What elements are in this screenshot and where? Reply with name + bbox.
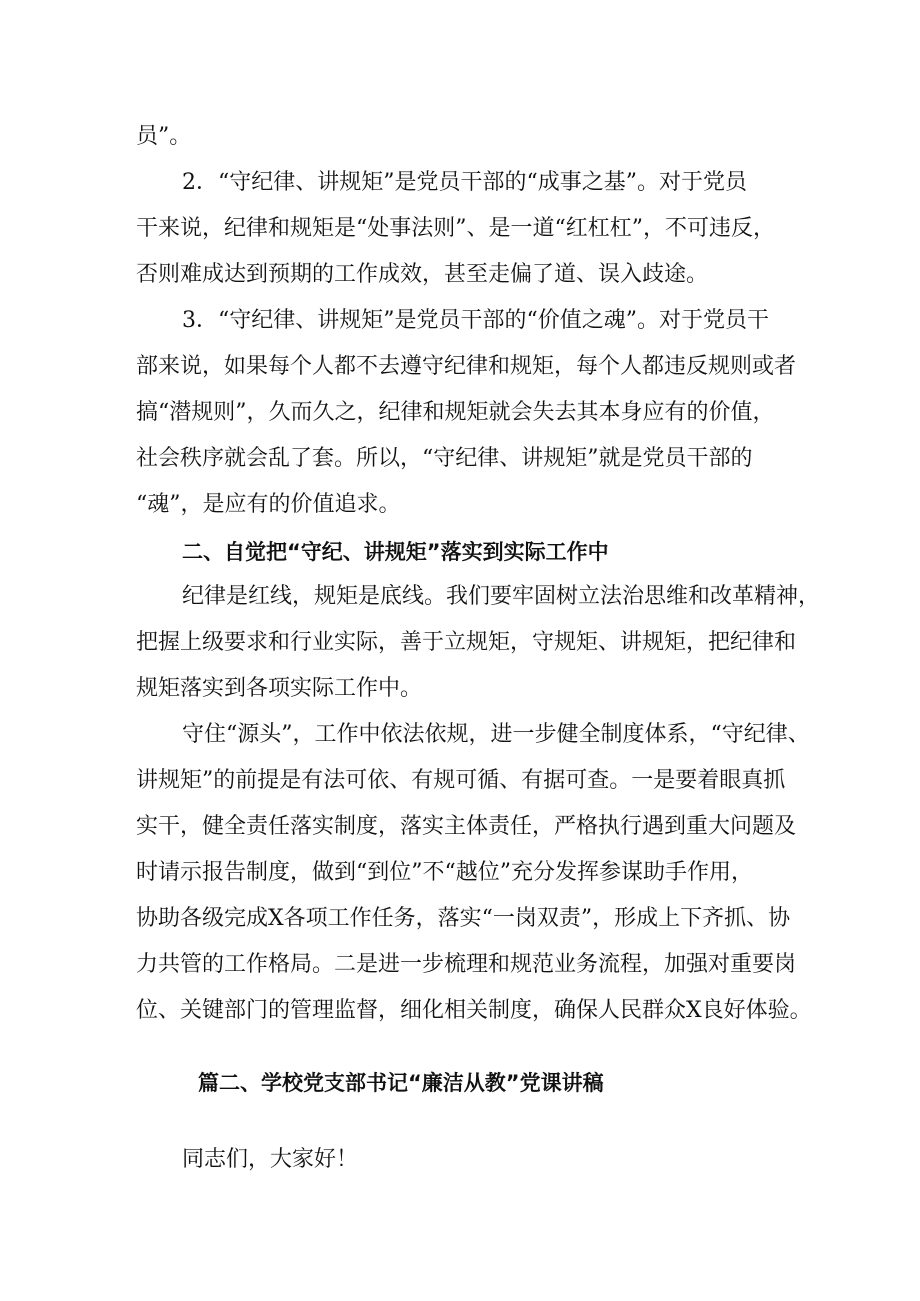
text-line: 干来说，纪律和规矩是“处事法则”、是一道“红杠杠”，不可违反， [136,216,775,241]
text-line: 位、关键部门的管理监督，细化相关制度，确保人民群众X良好体验。 [136,998,812,1023]
text-line: 实干，健全责任落实制度，落实主体责任，严格执行遇到重大问题及 [136,814,797,839]
text-line: “魂”，是应有的价值追求。 [136,492,401,517]
text-line: 否则难成达到预期的工作成效，甚至走偏了道、误入歧途。 [136,262,709,287]
text-line: 协助各级完成X各项工作任务，落实“一岗双责”，形成上下齐抓、协 [136,906,791,931]
section-heading: 二、自觉把“守纪、讲规矩”落实到实际工作中 [182,540,609,564]
text-line: 把握上级要求和行业实际，善于立规矩，守规矩、讲规矩，把纪律和 [136,630,797,655]
text-line: 纪律是红线，规矩是底线。我们要牢固树立法治思维和改革精神， [182,584,821,609]
text-line: 社会秩序就会乱了套。所以，“守纪律、讲规矩”就是党员干部的 [136,446,753,471]
text-line-point-2: 2．“守纪律、讲规矩”是党员干部的“成事之基”。对于党员 [182,170,747,195]
text-line: 时请示报告制度，做到“到位”不“越位”充分发挥参谋助手作用， [136,860,753,885]
text-line: 搞“潜规则”，久而久之，纪律和规矩就会失去其本身应有的价值， [136,400,775,425]
text-line: 守住“源头”，工作中依法依规，进一步健全制度体系，“守纪律、 [182,722,810,747]
article-title: 篇二、学校党支部书记“廉洁从教”党课讲稿 [198,1071,604,1095]
text-line: 规矩落实到各项实际工作中。 [136,676,423,701]
text-line-point-3: 3．“守纪律、讲规矩”是党员干部的“价值之魂”。对于党员干 [182,308,769,333]
text-line: 部来说，如果每个人都不去遵守纪律和规矩，每个人都违反规则或者 [136,354,797,379]
text-line: 力共管的工作格局。二是进一步梳理和规范业务流程，加强对重要岗 [136,952,797,977]
text-line-continuation: 员”。 [136,124,192,149]
text-line: 讲规矩”的前提是有法可依、有规可循、有据可查。一是要着眼真抓 [136,768,786,793]
greeting-line: 同志们，大家好！ [182,1147,359,1172]
